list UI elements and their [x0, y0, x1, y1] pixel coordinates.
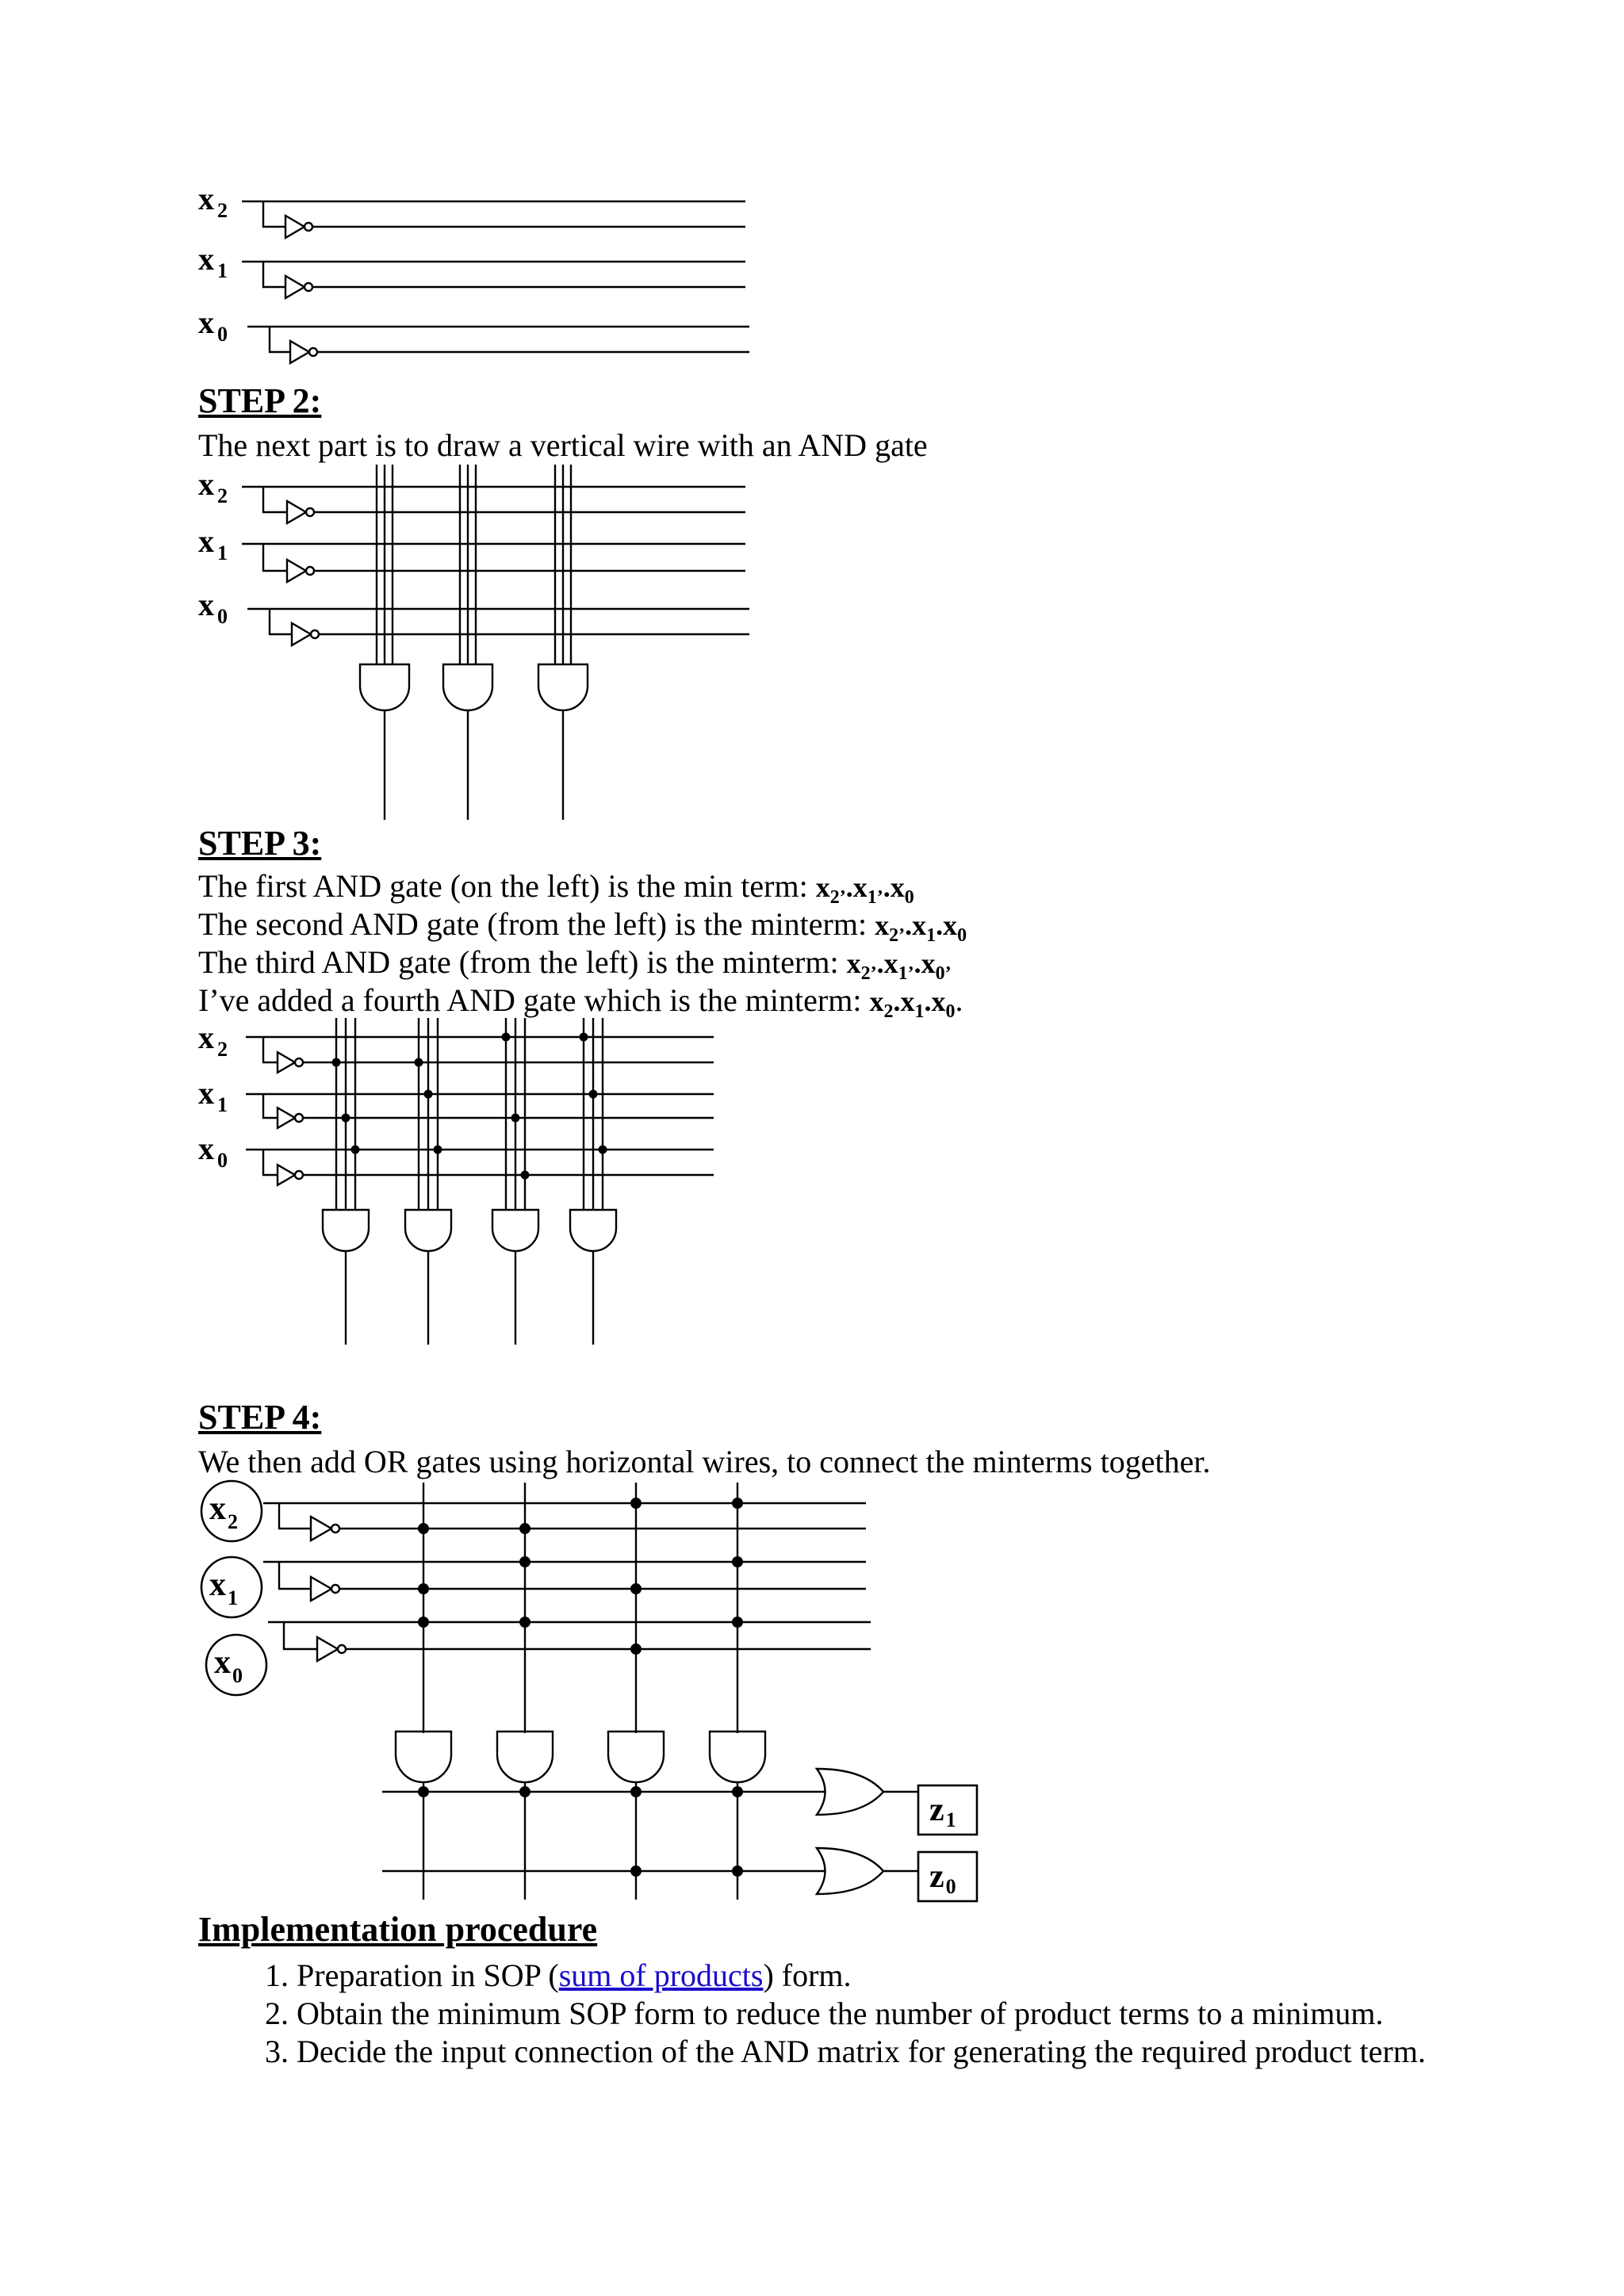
wire-x0-tap	[270, 327, 290, 352]
connection-dot	[418, 1786, 429, 1797]
and-gate-icon	[570, 1210, 616, 1251]
connection-dot	[502, 1033, 511, 1042]
input-label-x1	[198, 1075, 228, 1116]
input-label-x1	[198, 523, 228, 564]
minterm-expression: $x_{2’}.x_{1’}.x_0$	[815, 871, 914, 909]
not-gate-icon	[285, 216, 312, 238]
step3-line-text: The second AND gate (from the left) is the minterm:	[198, 906, 875, 942]
input-label-x2	[198, 466, 228, 507]
and-gate-icon	[608, 1732, 664, 1782]
connection-dot	[732, 1617, 743, 1628]
list-item: 2. Obtain the minimum SOP form to reduce the number of product terms to a minimum.	[297, 1995, 1581, 2033]
connection-dot	[415, 1058, 423, 1067]
connection-dot	[519, 1786, 530, 1797]
connection-dot	[434, 1146, 442, 1154]
sum-of-products-link[interactable]: sum of products	[558, 1957, 764, 1993]
not-gate-icon	[287, 501, 314, 523]
input-label-x1	[198, 241, 228, 282]
or-gate-icon	[817, 1848, 883, 1894]
step3-heading: STEP 3:	[198, 824, 322, 863]
not-gate-icon	[317, 1637, 338, 1661]
svg-text:x0: x $_0$	[198, 1131, 228, 1172]
and-gate-icon	[497, 1732, 553, 1782]
step2-description: The next part is to draw a vertical wire with an AND gate	[198, 427, 928, 463]
connection-dot	[332, 1058, 341, 1067]
not-gate-icon	[278, 1165, 295, 1185]
wire-x2-tap	[279, 1503, 311, 1529]
not-gate-icon	[278, 1108, 295, 1128]
not-gate-bubble	[295, 1058, 303, 1066]
minterm-expression: $x_{2’}.x_1.x_0$	[875, 909, 967, 947]
svg-text:x1: x $_1$	[198, 241, 228, 282]
svg-text:z0: z0	[929, 1858, 956, 1898]
list-item: 3. Decide the input connection of the AND matrix for generating the required product term.	[297, 2033, 1581, 2071]
input-node-x1	[201, 1557, 262, 1617]
input-label-x2	[198, 1020, 228, 1061]
and-gate-icon	[538, 664, 588, 710]
connection-dot	[589, 1090, 598, 1099]
step3-line-text: The third AND gate (from the left) is the minterm:	[198, 944, 847, 980]
input-inverter-diagram	[190, 182, 761, 373]
wire-x1-tap	[263, 262, 285, 287]
connection-dot	[630, 1786, 642, 1797]
connection-dot	[599, 1146, 607, 1154]
svg-text:x2: x $_2$	[198, 181, 228, 222]
svg-text:x2: x $_2$	[198, 466, 228, 507]
svg-text:x1: x $_1$	[198, 523, 228, 564]
wire-x0-tap	[263, 1150, 278, 1175]
connection-dot	[511, 1114, 520, 1123]
svg-text:x0: $x_0$	[214, 1644, 243, 1687]
connection-dot	[519, 1523, 530, 1534]
not-gate-icon	[287, 560, 314, 582]
input-label-x0	[198, 304, 228, 346]
svg-text:x0: x $_0$	[198, 304, 228, 346]
not-gate-bubble	[338, 1645, 346, 1653]
connection-dot	[521, 1171, 530, 1180]
not-gate-icon	[292, 623, 319, 645]
svg-text:x2: $x_2$	[209, 1490, 238, 1533]
not-gate-bubble	[331, 1585, 339, 1593]
step4-pla-diagram	[190, 1479, 991, 1931]
and-gate-icon	[405, 1210, 451, 1251]
connection-dot	[342, 1114, 350, 1123]
wire-x1-tap	[279, 1562, 311, 1589]
input-node-x2	[201, 1481, 262, 1541]
svg-text:x1: $x_1$	[209, 1567, 238, 1609]
minterm-expression: $x_2.x_1.x_0$	[869, 985, 956, 1023]
connection-dot	[418, 1617, 429, 1628]
list-item: 1. Preparation in SOP (sum of products) form.	[297, 1957, 1581, 1995]
step3-line-text: The first AND gate (on the left) is the min term:	[198, 868, 816, 904]
connection-dot	[630, 1644, 642, 1655]
step3-line-text: I’ve added a fourth AND gate which is the minterm:	[198, 982, 870, 1018]
step4-description: We then add OR gates using horizontal wires, to connect the minterms together.	[198, 1444, 1211, 1479]
step3-and-matrix-diagram	[190, 1018, 730, 1351]
not-gate-icon	[311, 1577, 331, 1601]
connection-dot	[732, 1556, 743, 1567]
input-node-x0	[206, 1635, 266, 1695]
wire-x2-tap	[263, 1037, 278, 1062]
connection-dot	[630, 1583, 642, 1594]
and-gate-icon	[443, 664, 492, 710]
input-label-x0	[198, 1131, 228, 1172]
not-gate-icon	[285, 276, 312, 298]
output-box-z1	[918, 1785, 977, 1835]
implementation-steps	[198, 1957, 1581, 2071]
not-gate-icon	[290, 341, 317, 363]
connection-dot	[351, 1146, 360, 1154]
connection-dot	[424, 1090, 433, 1099]
not-gate-icon	[311, 1517, 331, 1540]
wire-x0-tap	[284, 1622, 317, 1649]
connection-dot	[732, 1786, 743, 1797]
connection-dot	[580, 1033, 588, 1042]
svg-text:x2: x $_2$	[198, 1020, 228, 1061]
not-gate-bubble	[295, 1171, 303, 1179]
svg-text:x0: x $_0$	[198, 587, 228, 628]
connection-dot	[630, 1498, 642, 1509]
input-label-x0	[198, 587, 228, 628]
and-gate-icon	[360, 664, 409, 710]
minterm-expression: $x_{2’}.x_{1’}.x_{0’}$	[846, 947, 952, 985]
not-gate-icon	[278, 1052, 295, 1073]
not-gate-bubble	[295, 1114, 303, 1122]
not-gate-bubble	[331, 1525, 339, 1533]
and-gate-icon	[710, 1732, 765, 1782]
connection-dot	[418, 1523, 429, 1534]
step2-heading: STEP 2:	[198, 381, 322, 420]
connection-dot	[630, 1866, 642, 1877]
and-gate-icon	[323, 1210, 369, 1251]
wire-x2-tap	[263, 201, 285, 227]
connection-dot	[519, 1617, 530, 1628]
and-gate-icon	[396, 1732, 451, 1782]
input-label-x2	[198, 181, 228, 222]
or-gate-icon	[817, 1769, 883, 1815]
step2-and-gate-diagram	[190, 465, 761, 821]
implementation-heading: Implementation procedure	[198, 1910, 598, 1949]
connection-dot	[732, 1866, 743, 1877]
connection-dot	[732, 1498, 743, 1509]
connection-dot	[418, 1583, 429, 1594]
wire-x1-tap	[263, 1094, 278, 1118]
step3-line-4: I’ve added a fourth AND gate which is the minterm: $x_2.x_1.x_0$.	[198, 982, 963, 1023]
svg-text:x1: x $_1$	[198, 1075, 228, 1116]
svg-text:z1: z1	[929, 1792, 956, 1831]
connection-dot	[519, 1556, 530, 1567]
step4-heading: STEP 4:	[198, 1398, 322, 1437]
output-box-z0	[918, 1852, 977, 1901]
and-gate-icon	[492, 1210, 538, 1251]
